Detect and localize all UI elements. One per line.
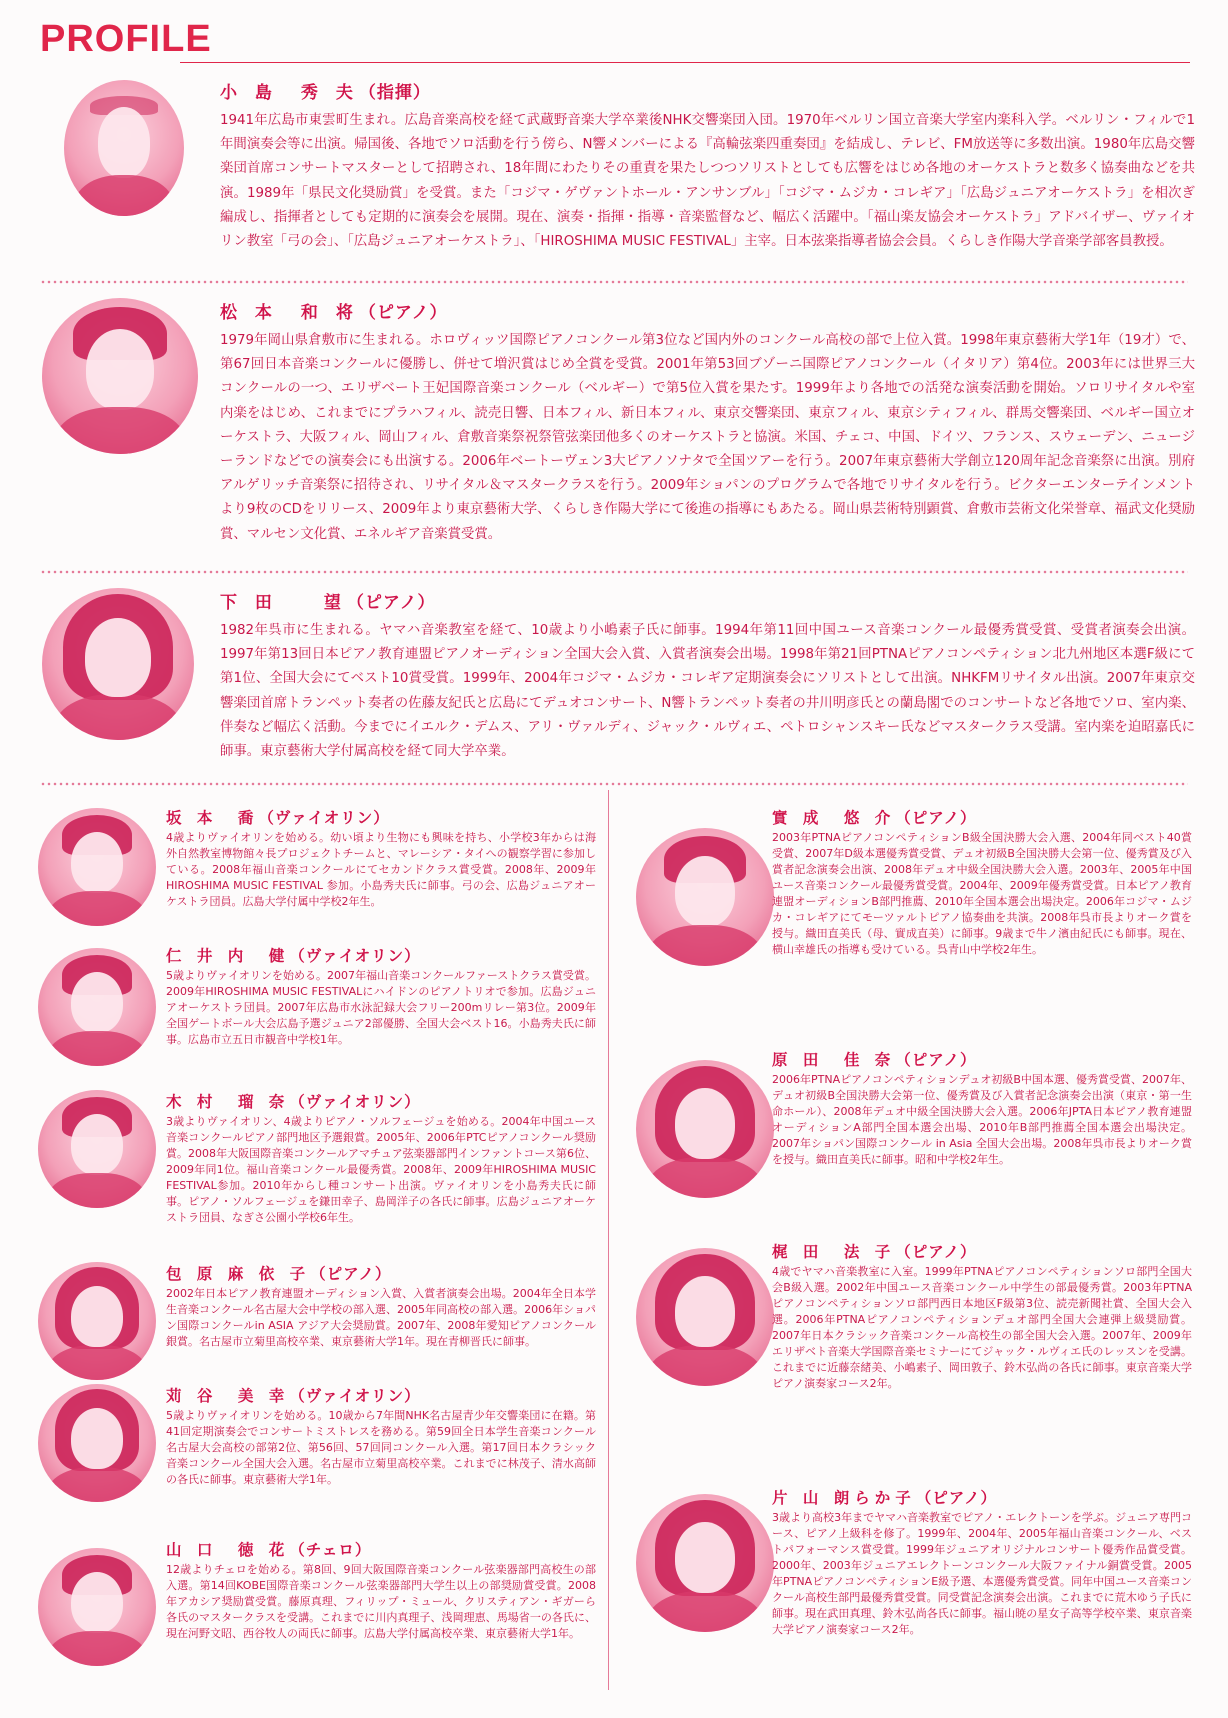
profile-entry bbox=[772, 1240, 1192, 1392]
profile-bio: 2003年PTNAピアノコンペティションB級全国決勝大会入選、2004年同ベスト40賞受賞、2007年D級本選優秀賞受賞、デュオ初級B全国決勝大会第一位、優秀賞及び入賞者記念演奏会出演、2008年デュオ中級全国決勝大会入選。2003年、2005年中国ユース音楽コンクール最優秀賞受賞。2004年、2009年優秀賞受賞。日本ピアノ教育連盟オーディションB部門推薦、2010年全国本選会出場決定。2006年コジマ・ムジカ・コレギアにてモーツァルトピアノ協奏曲を共演。2008年呉市長よりオーク賞を授与。織田直美氏（母、實成直美）に師事。9歳まで牛ノ濱由紀氏にも師事。現在、横山幸雄氏の指導も受けている。呉青山中学校2年生。 bbox=[772, 831, 1192, 956]
header-rule bbox=[180, 62, 1190, 63]
portrait-photo bbox=[38, 808, 156, 926]
profile-name: 原 田 佳 奈（ピアノ） bbox=[772, 1051, 977, 1069]
profile-bio: 3歳より高校3年までヤマハ音楽教室でピアノ・エレクトーンを学ぶ。ジュニア専門コース、ピアノ上級科を修了。1999年、2004年、2005年福山音楽コンクール、ベストパフォーマンス賞受賞。1999年ジュニアオリジナルコンサート優秀作品賞受賞。2000年、2003年ジュニアエレクトーンコンクール大阪ファイナル銅賞受賞。2005年PTNAピアノコンペティションE級予選、本選優秀賞受賞。同年中国ユース音楽コンクール高校生部門最優秀賞受賞。同受賞記念演奏会出演。これまでに荒木ゆう子氏に師事。現在武田真理、鈴木弘尚各氏に師事。福山暁の星女子高等学校卒業、東京音楽大学ピアノ演奏家コース2年。 bbox=[772, 1511, 1192, 1636]
portrait-photo bbox=[38, 1384, 156, 1502]
profile-name: 仁 井 内 健（ヴァイオリン） bbox=[166, 947, 421, 965]
portrait-photo bbox=[636, 1248, 774, 1386]
profile-entry bbox=[166, 1384, 596, 1488]
portrait-photo bbox=[38, 1548, 156, 1666]
portrait-photo bbox=[636, 1494, 774, 1632]
column-divider bbox=[608, 790, 609, 1690]
profile-entry bbox=[166, 944, 596, 1048]
portrait-photo bbox=[38, 1262, 156, 1380]
profile-bio: 4歳でヤマハ音楽教室に入室。1999年PTNAピアノコンペティションソロ部門全国大会B級入選。2002年中国ユース音楽コンクール中学生の部最優秀賞。2003年PTNAピアノコンペティションソロ部門西日本地区F級第3位、読売新聞社賞、全国大会入選。2006年PTNAピアノコンペティションデュオ部門全国大会連弾上級奨励賞。2007年日本クラシック音楽コンクール高校生の部全国大会入選。2007年、2009年エリザベト音楽大学国際音楽セミナーにてジャック・ルヴィエ氏のレッスンを受講。これまでに近藤奈緒美、小嶋素子、岡田敦子、鈴木弘尚の各氏に師事。東京音楽大学ピアノ演奏家コース2年。 bbox=[772, 1265, 1192, 1390]
profile-name: 下 田 望（ピアノ） bbox=[220, 593, 436, 613]
portrait-photo bbox=[636, 828, 774, 966]
profile-name: 苅 谷 美 幸（ヴァイオリン） bbox=[166, 1387, 421, 1405]
profile-bio: 1941年広島市東雲町生まれ。広島音楽高校を経て武蔵野音楽大学卒業後NHK交響楽団入団。1970年ベルリン国立音楽大学室内楽科入学。ベルリン・フィルで1年間演奏会等に出演。帰国後、各地でソロ活動を行う傍ら、N響メンバーによる『高輪弦楽四重奏団』を結成し、テレビ、FM放送等に多数出演。1980年広島交響楽団首席コンサートマスターとして招聘され、18年間にわたりその重責を果たしつつソリストとしても広響をはじめ各地のオーケストラと数多く協奏曲などを共演。1989年「県民文化奨励賞」を受賞。また「コジマ・ゲヴァントホール・アンサンブル」「コジマ・ムジカ・コレギア」「広島ジュニアオーケストラ」を相次ぎ編成し、指揮者としても定期的に演奏会を展開。現在、演奏・指揮・指導・音楽監督など、幅広く活躍中。「福山楽友協会オーケストラ」アドバイザー、ヴァイオリン教室「弓の会」、「広島ジュニアオーケストラ」、「HIROSHIMA MUSIC FESTIVAL」主宰。日本弦楽指導者協会会員。くらしき作陽大学音楽学部客員教授。 bbox=[220, 113, 1195, 250]
profile-bio: 2002年日本ピアノ教育連盟オーディション入賞、入賞者演奏会出場。2004年全日本学生音楽コンクール名古屋大会中学校の部入選、2005年同高校の部入選。2006年ショパン国際コンクールin ASIA アジア大会奨励賞。2007年、2008年愛知ピアノコンクール銀賞。名古屋市立菊里高校卒業、東京藝術大学1年。現在青柳晋氏に師事。 bbox=[166, 1287, 596, 1348]
profile-name: 木 村 瑠 奈（ヴァイオリン） bbox=[166, 1093, 421, 1111]
section-divider bbox=[40, 782, 1188, 786]
profile-entry bbox=[220, 78, 1195, 254]
portrait-photo bbox=[42, 588, 194, 740]
profile-name: 坂 本 喬（ヴァイオリン） bbox=[166, 809, 390, 827]
portrait-photo bbox=[636, 1060, 774, 1198]
profile-bio: 5歳よりヴァイオリンを始める。2007年福山音楽コンクールファーストクラス賞受賞。2009年HIROSHIMA MUSIC FESTIVALにハイドンのピアノトリオで参加。広島ジュニアオーケストラ団員。2007年広島市水泳記録大会フリー200mリレー第3位。2009年全国ゲートボール大会広島予選ジュニア2部優勝、全国大会ベスト16。小島秀夫氏に師事。広島市立五日市観音中学校1年。 bbox=[166, 969, 596, 1046]
profile-entry bbox=[166, 1538, 596, 1642]
profile-bio: 12歳よりチェロを始める。第8回、9回大阪国際音楽コンクール弦楽器部門高校生の部入選。第14回KOBE国際音楽コンクール弦楽器部門大学生以上の部奨励賞受賞。2008年アカシア奨励賞受賞。藤原真理、フィリップ・ミュール、クリスティアン・ギガーら各氏のマスタークラスを受講。これまでに川内真理子、浅岡理恵、馬場省一の各氏に、現在河野文昭、西谷牧人の両氏に師事。広島大学付属高校卒業、東京藝術大学1年。 bbox=[166, 1563, 596, 1640]
portrait-photo bbox=[38, 948, 156, 1066]
profile-bio: 1979年岡山県倉敷市に生まれる。ホロヴィッツ国際ピアノコンクール第3位など国内外のコンクール高校の部で上位入賞。1998年東京藝術大学1年（19才）で、第67回日本音楽コンクールに優勝し、併せて増沢賞はじめ全賞を受賞。2001年第53回ブゾーニ国際ピアノコンクール（イタリア）第4位。2003年には世界三大コンクールの一つ、エリザベート王妃国際音楽コンクール（ベルギー）で第5位入賞を果たす。1999年より各地での活発な演奏活動を開始。ソロリサイタルや室内楽をはじめ、これまでにプラハフィル、読売日響、日本フィル、新日本フィル、東京交響楽団、東京フィル、東京シティフィル、群馬交響楽団、ベルギー国立オーケストラ、大阪フィル、岡山フィル、倉敷音楽祭祝祭管弦楽団他多くのオーケストラと協演。米国、チェコ、中国、ドイツ、フランス、スウェーデン、ニュージーランドなどでの演奏会にも出演する。2006年ベートーヴェン3大ピアノソナタで全国ツアーを行う。2007年東京藝術大学創立120周年記念音楽祭に出演。別府アルゲリッチ音楽祭に招待され、リサイタル＆マスタークラスを行う。2009年ショパンのプログラムで各地でリサイタルを行う。ビクターエンターテインメントより9枚のCDをリリース、2009年より東京藝術大学、くらしき作陽大学にて後進の指導にもあたる。岡山県芸術特別顕賞、倉敷市芸術文化栄誉章、福武文化奨励賞、マルセン文化賞、エネルギア音楽賞受賞。 bbox=[220, 333, 1195, 542]
profile-bio: 1982年呉市に生まれる。ヤマハ音楽教室を経て、10歳より小嶋素子氏に師事。1994年第11回中国ユース音楽コンクール最優秀賞受賞、受賞者演奏会出演。1997年第13回日本ピアノ教育連盟ピアノオーディション全国大会入賞、入賞者演奏会出場。1998年第21回PTNAピアノコンペティション北九州地区本選F級にて第1位、全国大会にてベスト10賞受賞。1999年、2004年コジマ・ムジカ・コレギア定期演奏会にソリストとして出演。NHKFMリサイタル出演。2007年東京交響楽団首席トランペット奏者の佐藤友紀氏と広島にてデュオコンサート、N響トランペット奏者の井川明彦氏との蘭島閣でのコンサートなど各地でソロ、室内楽、伴奏など幅広く活動。今までにイエルク・デムス、アリ・ヴァルディ、ジャック・ルヴィエ、ペトロシャンスキー氏などマスタークラス受講。室内楽を迫昭嘉氏に師事。東京藝術大学付属高校を経て同大学卒業。 bbox=[220, 623, 1195, 760]
profile-bio: 5歳よりヴァイオリンを始める。10歳から7年間NHK名古屋青少年交響楽団に在籍。第41回定期演奏会でコンサートミストレスを務める。第59回全日本学生音楽コンクール名古屋大会高校の部第2位、第56回、57回同コンクール入選。第17回日本クラシック音楽コンクール全国大会入選。名古屋市立菊里高校卒業。これまでに林茂子、清水高師の各氏に師事。東京藝術大学1年。 bbox=[166, 1409, 596, 1486]
profile-name: 小 島 秀 夫（指揮） bbox=[220, 83, 431, 103]
profile-name: 實 成 悠 介（ピアノ） bbox=[772, 809, 977, 827]
portrait-photo bbox=[38, 1090, 156, 1208]
profile-entry bbox=[220, 588, 1195, 764]
page-title: PROFILE bbox=[40, 18, 212, 60]
profile-entry bbox=[166, 1262, 596, 1350]
profile-bio: 2006年PTNAピアノコンペティションデュオ初級B中国本選、優秀賞受賞、2007年、デュオ初級B全国決勝大会第一位、優秀賞及び入賞者記念演奏会出演（東京・第一生命ホール）、2008年デュオ中級全国決勝大会入選。2006年JPTA日本ピアノ教育連盟オーディションA部門全国本選会出場、2010年B部門推薦全国本選会出場決定。2007年ショパン国際コンクール in Asia 全国大会出場。2008年呉市長よりオーク賞を授与。織田直美氏に師事。昭和中学校2年生。 bbox=[772, 1073, 1192, 1166]
profile-name: 松 本 和 将（ピアノ） bbox=[220, 303, 448, 323]
profile-entry bbox=[166, 806, 596, 910]
profile-name: 包 原 麻 依 子（ピアノ） bbox=[166, 1265, 392, 1283]
portrait-photo bbox=[42, 298, 198, 454]
portrait-photo bbox=[64, 80, 184, 216]
profile-entry bbox=[772, 1048, 1192, 1168]
page-header bbox=[40, 18, 1190, 61]
profile-name: 梶 田 法 子（ピアノ） bbox=[772, 1243, 977, 1261]
profile-name: 片 山 朗らか子（ピアノ） bbox=[772, 1489, 998, 1507]
profile-entry bbox=[220, 298, 1195, 547]
section-divider bbox=[40, 280, 1188, 284]
section-divider bbox=[40, 570, 1188, 574]
profile-bio: 3歳よりヴァイオリン、4歳よりピアノ・ソルフェージュを始める。2004年中国ユース音楽コンクールピアノ部門地区予選銀賞。2005年、2006年PTCピアノコンクール奨励賞。2008年大阪国際音楽コンクールアマチュア弦楽器部門インファントコース第6位、2009年同1位。福山音楽コンクール最優秀賞。2008年、2009年HIROSHIMA MUSIC FESTIVAL参加。2010年からし種コンサート出演。ヴァイオリンを小島秀夫氏に師事。ピアノ・ソルフェージュを鎌田幸子、島岡洋子の各氏に師事。広島ジュニアオーケストラ団員、なぎさ公園小学校6年生。 bbox=[166, 1115, 596, 1224]
profile-entry bbox=[772, 1486, 1192, 1638]
profile-name: 山 口 徳 花（チェロ） bbox=[166, 1541, 372, 1559]
profile-entry bbox=[772, 806, 1192, 958]
profile-bio: 4歳よりヴァイオリンを始める。幼い頃より生物にも興味を持ち、小学校3年からは海外自然教室博物館々長プロジェクトチームと、マレーシア・タイへの観察学習に参加している。2008年福山音楽コンクールにてセカンドクラス賞受賞。2008年、2009年 HIROSHIMA MUSIC FESTIVAL 参加。小島秀夫氏に師事。弓の会、広島ジュニアオーケストラ団員。広島大学付属中学校2年生。 bbox=[166, 831, 596, 908]
profile-entry bbox=[166, 1090, 596, 1226]
